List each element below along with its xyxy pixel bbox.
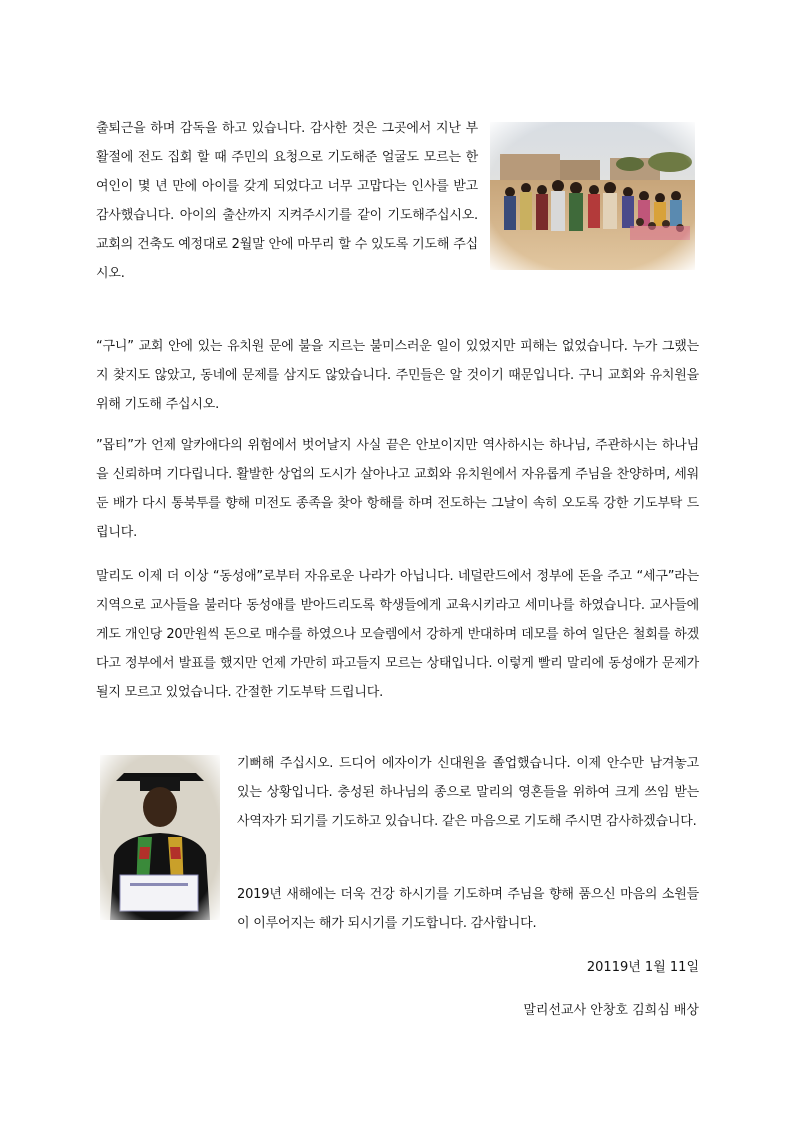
paragraph-church-construction: 출퇴근을 하며 감독을 하고 있습니다. 감사한 것은 그곳에서 지난 부활절에 전도 집회 할 때 주민의 요청으로 기도해준 얼굴도 모르는 한 여인이 몇 년 만에 아이를 갖게 되었다고 너무 고맙다는 인사를 받고 감사했습니다. 아이의 출산까지 지켜주시기를 같이 기도해주십시오. 교회의 건축도 예정대로 2월말 안에 마무리 할 수 있도록 기도해 주십시오. bbox=[96, 121, 478, 281]
paragraph-mopti: ”몹티”가 언제 알카애다의 위험에서 벗어날지 사실 끝은 안보이지만 역사하시는 하나님, 주관하시는 하나님을 신뢰하며 기다립니다. 활발한 상업의 도시가 살아나고 교회와 유치원에서 자유롭게 주님을 찬양하며, 세워둔 배가 다시 통북투를 향해 미전도 종족을 찾아 항해를 하며 전도하는 그날이 속히 오도록 강한 기도부탁 드립니다. bbox=[96, 438, 699, 540]
village-crowd-photo bbox=[490, 122, 695, 270]
graduate-portrait-photo bbox=[100, 755, 220, 920]
paragraph-kindergarten-fire: “구니” 교회 안에 있는 유치원 문에 불을 지르는 불미스러운 일이 있었지만 피해는 없었습니다. 누가 그랬는지 찾지도 않았고, 동네에 문제를 삼지도 않았습니다. 주민들은 알 것이기 때문입니다. 구니 교회와 유치원을 위해 기도해 주십시오. bbox=[96, 339, 699, 412]
paragraph-graduation: 기뻐해 주십시오. 드디어 에자이가 신대원을 졸업했습니다. 이제 안수만 남겨놓고 있는 상황입니다. 충성된 하나님의 종으로 말리의 영혼들을 위하여 크게 쓰임 받는 사역자가 되기를 기도하고 있습니다. 같은 마음으로 기도해 주시면 감사하겠습니다. bbox=[237, 756, 699, 829]
letter-date: 20119년 1월 11일 bbox=[586, 960, 699, 975]
letter-signature: 말리선교사 안창호 김희심 배상 bbox=[523, 1003, 699, 1018]
paragraph-mali-issue: 말리도 이제 더 이상 “동성애”로부터 자유로운 나라가 아닙니다. 네덜란드에서 정부에 돈을 주고 “세구”라는 지역으로 교사들을 불러다 동성애를 받아드리도록 학생들에게 교육시키라고 세미나를 하였습니다. 교사들에게도 개인당 20만원씩 돈으로 매수를 하였으나 모슬렘에서 강하게 반대하며 데모를 하여 일단은 철회를 하겠다고 정부에서 발표를 했지만 언제 가만히 파고들지 모르는 상태입니다. 이렇게 빨리 말리에 동성애가 문제가 될지 모르고 있었습니다. 간절한 기도부탁 드립니다. bbox=[96, 569, 699, 700]
paragraph-new-year-prayer: 2019년 새해에는 더욱 건강 하시기를 기도하며 주님을 향해 품으신 마음의 소원들이 이루어지는 해가 되시기를 기도합니다. 감사합니다. bbox=[237, 887, 699, 931]
